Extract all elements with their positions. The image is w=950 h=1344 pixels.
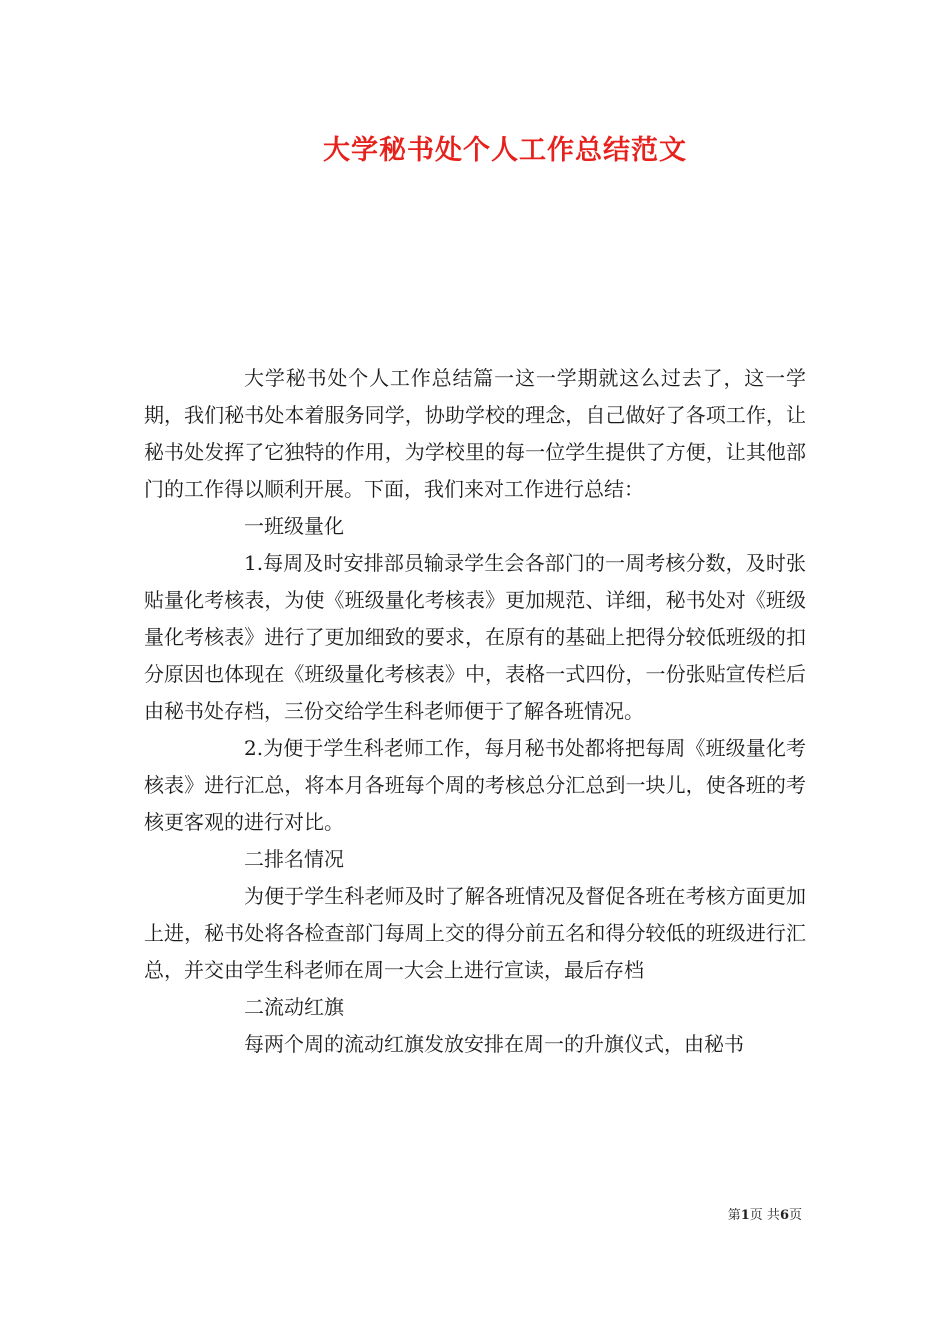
document-title: 大学秘书处个人工作总结范文 — [323, 135, 687, 166]
paragraph-item-1: 1.每周及时安排部员输录学生会各部门的一周考核分数，及时张贴量化考核表，为使《班级量化考核表》更加规范、详细，秘书处对《班级量化考核表》进行了更加细致的要求，在原有的基础上把得分较低班级的扣分原因也体现在《班级量化考核表》中，表格一式四份，一份张贴宣传栏后由秘书处存档，三份交给学生科老师便于了解各班情况。 — [144, 551, 806, 723]
footer-total-pages: 6 — [779, 1208, 789, 1223]
section-heading-class-quantification: 一班级量化 — [244, 514, 344, 538]
document-body — [144, 360, 806, 1063]
paragraph-ranking: 为便于学生科老师及时了解各班情况及督促各班在考核方面更加上进，秘书处将各检查部门每周上交的得分前五名和得分较低的班级进行汇总，并交由学生科老师在周一大会上进行宣读，最后存档 — [144, 884, 806, 982]
footer-middle: 页 共 — [749, 1208, 780, 1223]
footer-prefix: 第 — [727, 1208, 741, 1223]
paragraph-item-2: 2.为便于学生科老师工作，每月秘书处都将把每周《班级量化考核表》进行汇总，将本月各班每个周的考核总分汇总到一块儿，使各班的考核更客观的进行对比。 — [144, 736, 806, 834]
section-heading-red-flag: 二流动红旗 — [244, 995, 344, 1019]
section-heading-ranking: 二排名情况 — [244, 847, 344, 871]
footer-current-page: 1 — [740, 1208, 750, 1223]
paragraph-red-flag: 每两个周的流动红旗发放安排在周一的升旗仪式，由秘书 — [244, 1032, 744, 1056]
page-footer — [728, 1204, 802, 1223]
footer-suffix: 页 — [788, 1208, 802, 1223]
paragraph-intro: 大学秘书处个人工作总结篇一这一学期就这么过去了，这一学期，我们秘书处本着服务同学，协助学校的理念，自己做好了各项工作，让秘书处发挥了它独特的作用，为学校里的每一位学生提供了方便，让其他部门的工作得以顺利开展。下面，我们来对工作进行总结： — [144, 366, 806, 501]
